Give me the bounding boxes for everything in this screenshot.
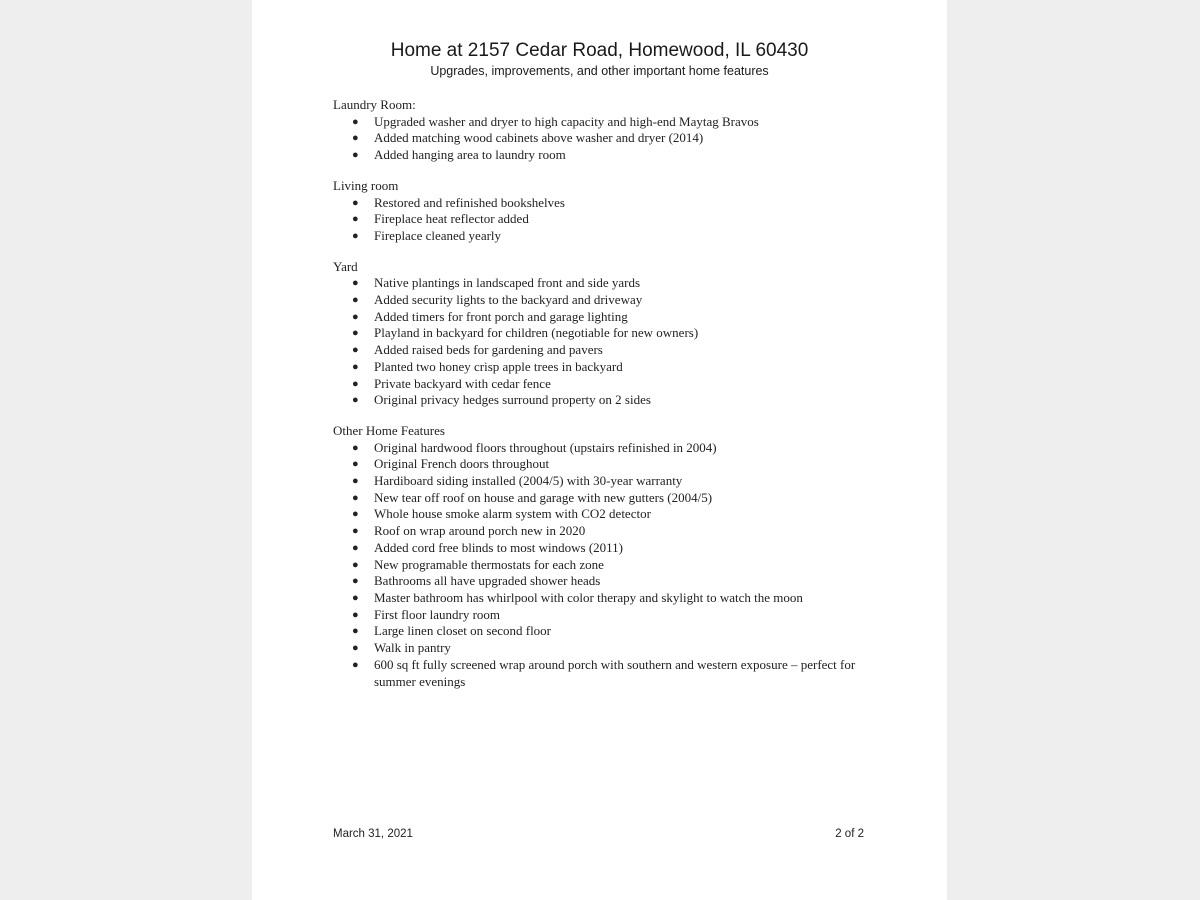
list-item bbox=[333, 440, 873, 457]
list-item bbox=[333, 523, 873, 540]
list-item bbox=[333, 540, 873, 557]
list-item-text: Added cord free blinds to most windows (2011) bbox=[374, 539, 624, 555]
bullet-icon: ● bbox=[352, 344, 359, 357]
list-item bbox=[333, 309, 873, 326]
list-item bbox=[333, 325, 873, 342]
bullet-icon: ● bbox=[352, 475, 359, 488]
bullet-icon: ● bbox=[352, 625, 359, 638]
list-item bbox=[333, 623, 873, 640]
section-living-room bbox=[333, 178, 873, 245]
list-item-text: Added raised beds for gardening and pavers bbox=[374, 342, 603, 358]
section-heading: Living room bbox=[333, 177, 399, 193]
list-item-text: Fireplace cleaned yearly bbox=[374, 227, 502, 243]
list-item bbox=[333, 195, 873, 212]
bullet-icon: ● bbox=[352, 608, 359, 621]
list-item-text: Bathrooms all have upgraded shower heads bbox=[374, 573, 601, 589]
list-item bbox=[333, 130, 873, 147]
list-item-text: Planted two honey crisp apple trees in backyard bbox=[374, 358, 623, 374]
list-item bbox=[333, 473, 873, 490]
list-item-text: Added security lights to the backyard and driveway bbox=[374, 292, 643, 308]
list-item bbox=[333, 506, 873, 523]
list-item bbox=[333, 147, 873, 164]
list-item-text: Large linen closet on second floor bbox=[374, 623, 552, 639]
list-item-text: New tear off roof on house and garage with new gutters (2004/5) bbox=[374, 489, 713, 505]
section-heading: Yard bbox=[333, 258, 358, 274]
bullet-icon: ● bbox=[352, 213, 359, 226]
bullet-icon: ● bbox=[352, 294, 359, 307]
list-item bbox=[333, 640, 873, 657]
list-item-text: Added hanging area to laundry room bbox=[374, 147, 566, 163]
list-item-text: Private backyard with cedar fence bbox=[374, 375, 551, 391]
bullet-icon: ● bbox=[352, 229, 359, 242]
document-page bbox=[252, 0, 947, 900]
list-item-text: Whole house smoke alarm system with CO2 detector bbox=[374, 506, 651, 522]
list-item-text: New programable thermostats for each zone bbox=[374, 556, 604, 572]
list-item bbox=[333, 292, 873, 309]
bullet-icon: ● bbox=[352, 541, 359, 554]
list-item-text: Master bathroom has whirlpool with color therapy and skylight to watch the moon bbox=[374, 589, 803, 605]
bullet-icon: ● bbox=[352, 441, 359, 454]
bullet-icon: ● bbox=[352, 575, 359, 588]
list-item-text: Hardiboard siding installed (2004/5) with 30-year warranty bbox=[374, 473, 683, 489]
footer-date: March 31, 2021 bbox=[333, 828, 413, 840]
footer-page-number: 2 of 2 bbox=[835, 828, 864, 840]
list-item-text: Original French doors throughout bbox=[374, 456, 550, 472]
bullet-icon: ● bbox=[352, 115, 359, 128]
list-item-text: Original privacy hedges surround property on 2 sides bbox=[374, 392, 651, 408]
bullet-icon: ● bbox=[352, 458, 359, 471]
list-item-text: Native plantings in landscaped front and side yards bbox=[374, 275, 641, 291]
section-yard bbox=[333, 259, 873, 409]
section-heading: Other Home Features bbox=[333, 422, 445, 438]
bullet-icon: ● bbox=[352, 310, 359, 323]
list-item bbox=[333, 490, 873, 507]
document-body bbox=[333, 97, 873, 704]
list-item bbox=[333, 376, 873, 393]
bullet-icon: ● bbox=[352, 360, 359, 373]
section-other-home-features bbox=[333, 423, 873, 690]
document-subtitle: Upgrades, improvements, and other important home features bbox=[430, 64, 769, 78]
bullet-list bbox=[333, 114, 873, 164]
list-item-text: 600 sq ft fully screened wrap around porch with southern and western exposure – perfect for summer evenings bbox=[374, 656, 856, 689]
list-item bbox=[333, 657, 873, 690]
list-item-text: Added timers for front porch and garage lighting bbox=[374, 308, 628, 324]
bullet-icon: ● bbox=[352, 658, 359, 671]
list-item bbox=[333, 342, 873, 359]
bullet-icon: ● bbox=[352, 591, 359, 604]
bullet-list bbox=[333, 440, 873, 691]
list-item-text: Added matching wood cabinets above washer and dryer (2014) bbox=[374, 130, 704, 146]
bullet-icon: ● bbox=[352, 149, 359, 162]
bullet-icon: ● bbox=[352, 132, 359, 145]
list-item bbox=[333, 590, 873, 607]
list-item-text: Playland in backyard for children (negotiable for new owners) bbox=[374, 325, 699, 341]
bullet-list bbox=[333, 275, 873, 409]
list-item bbox=[333, 607, 873, 624]
list-item bbox=[333, 114, 873, 131]
list-item-text: Fireplace heat reflector added bbox=[374, 211, 529, 227]
list-item-text: First floor laundry room bbox=[374, 606, 501, 622]
list-item-text: Original hardwood floors throughout (upstairs refinished in 2004) bbox=[374, 439, 717, 455]
list-item-text: Upgraded washer and dryer to high capacity and high-end Maytag Bravos bbox=[374, 113, 759, 129]
bullet-icon: ● bbox=[352, 196, 359, 209]
list-item-text: Restored and refinished bookshelves bbox=[374, 194, 565, 210]
bullet-icon: ● bbox=[352, 327, 359, 340]
section-heading: Laundry Room: bbox=[333, 97, 416, 112]
document-title: Home at 2157 Cedar Road, Homewood, IL 60430 bbox=[390, 40, 809, 61]
list-item bbox=[333, 359, 873, 376]
list-item-text: Walk in pantry bbox=[374, 640, 451, 656]
list-item bbox=[333, 211, 873, 228]
bullet-icon: ● bbox=[352, 525, 359, 538]
bullet-icon: ● bbox=[352, 491, 359, 504]
bullet-icon: ● bbox=[352, 394, 359, 407]
list-item-text: Roof on wrap around porch new in 2020 bbox=[374, 523, 586, 539]
bullet-icon: ● bbox=[352, 377, 359, 390]
bullet-icon: ● bbox=[352, 642, 359, 655]
section-laundry-room bbox=[333, 97, 873, 164]
bullet-icon: ● bbox=[352, 508, 359, 521]
list-item bbox=[333, 275, 873, 292]
list-item bbox=[333, 557, 873, 574]
list-item bbox=[333, 392, 873, 409]
list-item bbox=[333, 456, 873, 473]
bullet-icon: ● bbox=[352, 558, 359, 571]
list-item bbox=[333, 573, 873, 590]
bullet-icon: ● bbox=[352, 277, 359, 290]
list-item bbox=[333, 228, 873, 245]
bullet-list bbox=[333, 195, 873, 245]
